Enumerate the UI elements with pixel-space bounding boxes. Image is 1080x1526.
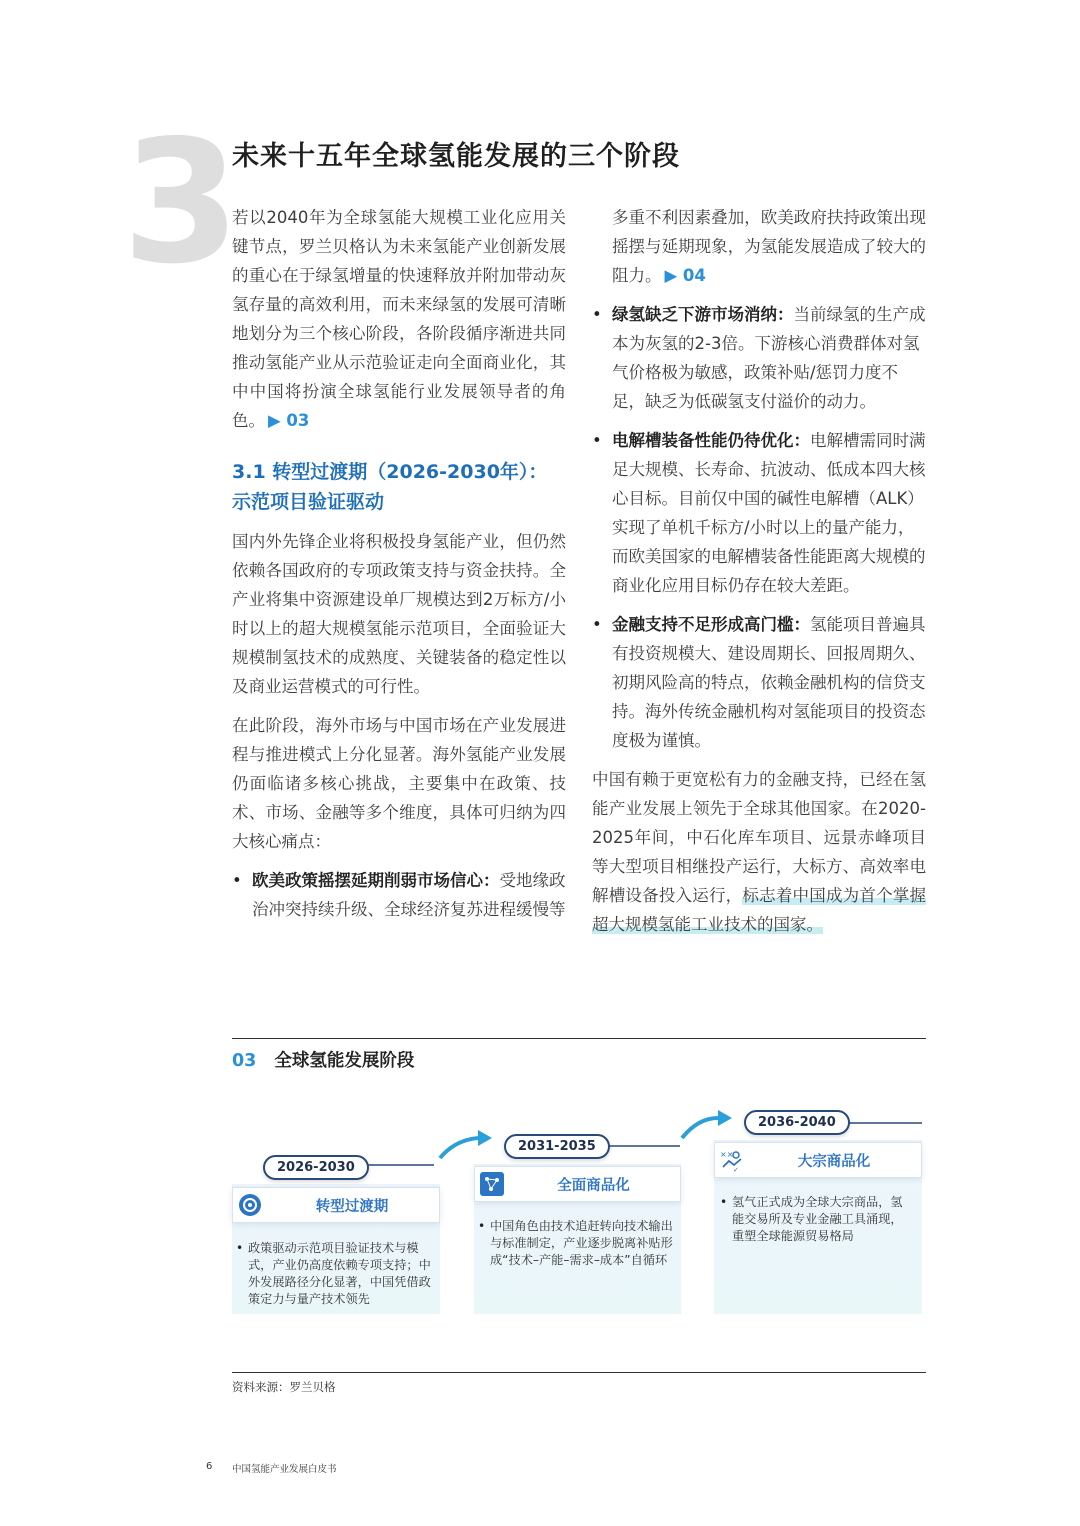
- closing-paragraph: 中国有赖于更宽松有力的金融支持，已经在氢能产业发展上领先于全球其他国家。在2020-2025年间，中石化库车项目、远景赤峰项目等大型项目相继投产运行，大标方、高效率电解槽设备投入运行，标志着中国成为首个掌握超大规模氢能工业技术的国家。: [592, 770, 927, 934]
- highlighted-text: 标志着中国成为首个掌握超大规模氢能工业技术的国家。: [592, 886, 927, 934]
- figure-source: 资料来源：罗兰贝格: [232, 1380, 336, 1394]
- figure-top-rule: [232, 1038, 926, 1039]
- svg-text:✓: ✓: [733, 1166, 739, 1173]
- target-icon: [235, 1190, 265, 1220]
- phase-years-2: 2031-2035: [504, 1134, 610, 1159]
- page-number: 6: [206, 1461, 213, 1472]
- phase-header-1: [232, 1187, 440, 1223]
- trade-icon: [717, 1145, 747, 1175]
- bullet-electrolyzer: • 电解槽装备性能仍待优化：电解槽需同时满足大规模、长寿命、抗波动、低成本四大核心目标。目前仅中国的碱性电解槽（ALK）实现了单机千标方/小时以上的量产能力，而欧美国家的电解槽装备性能距离大规模的商业化应用目标仍存在较大差距。: [592, 426, 926, 600]
- bullet-policy: • 欧美政策摇摆延期削弱市场信心：受地缘政治冲突持续升级、全球经济复苏进程缓慢等: [232, 866, 566, 924]
- bullet-green-hydrogen: • 绿氢缺乏下游市场消纳：当前绿氢的生产成本为灰氢的2-3倍。下游核心消费群体对氢气价格极为敏感，政策补贴/惩罚力度不足，缺乏为低碳氢支付溢价的动力。: [592, 300, 926, 416]
- phase-name-3: 大宗商品化: [797, 1153, 871, 1170]
- phase-desc-1: • 政策驱动示范项目验证技术与模式，产业仍高度依赖专项支持；中外发展路径分化显著，中国凭借政策定力与量产技术领先: [236, 1240, 436, 1308]
- bullet-finance: • 金融支持不足形成高门槛：氢能项目普遍具有投资规模大、建设周期长、回报周期久、初期风险高的特点，依赖金融机构的信贷支持。海外传统金融机构对氢能项目的投资态度极为谨慎。: [592, 610, 926, 755]
- figure-bottom-rule: [232, 1372, 926, 1373]
- svg-text:××: ××: [720, 1150, 734, 1159]
- right-column: [592, 203, 926, 949]
- phase-years-1: 2026-2030: [263, 1155, 369, 1180]
- intro-paragraph: 若以2040年为全球氢能大规模工业化应用关键节点，罗兰贝格认为未来氢能产业创新发展的重心在于绿氢增量的快速释放并附加带动灰氢存量的高效利用，而未来绿氢的发展可清晰地划分为三个核心阶段，各阶段循序渐进共同推动氢能产业从示范验证走向全面商业化，其中中国将扮演全球氢能行业发展领导者的角色。 ▶ 03: [232, 208, 566, 430]
- section-heading: 3.1 转型过渡期（2026-2030年）： 示范项目验证驱动: [232, 461, 548, 513]
- phase-desc-3: • 氢气正式成为全球大宗商品，氢能交易所及专业金融工具涌现，重塑全球能源贸易格局: [720, 1194, 912, 1245]
- phase-header-2: [474, 1166, 681, 1202]
- paragraph-2: 在此阶段，海外市场与中国市场在产业发展进程与推进模式上分化显著。海外氢能产业发展仍面临诸多核心挑战，主要集中在政策、技术、市场、金融等多个维度，具体可归纳为四大核心痛点：: [232, 716, 566, 851]
- document-title: 中国氢能产业发展白皮书: [232, 1464, 337, 1475]
- network-icon: [477, 1169, 507, 1199]
- figure-ref-03[interactable]: ▶ 03: [268, 411, 310, 430]
- phase-desc-2: • 中国角色由技术追赶转向技术输出与标准制定，产业逐步脱离补贴形成“技术–产能–需求–成本”自循环: [478, 1218, 673, 1269]
- paragraph-1: 国内外先锋企业将积极投身氢能产业，但仍然依赖各国政府的专项政策支持与资金扶持。全产业将集中资源建设单厂规模达到2万标方/小时以上的超大规模氢能示范项目，全面验证大规模制氢技术的成熟度、关键装备的稳定性以及商业运营模式的可行性。: [232, 532, 566, 696]
- page-title: 未来十五年全球氢能发展的三个阶段: [232, 141, 680, 172]
- phase-name-1: 转型过渡期: [315, 1198, 389, 1215]
- figure-title: 03 全球氢能发展阶段: [232, 1051, 415, 1071]
- left-column: [232, 203, 566, 934]
- phase-years-3: 2036-2040: [744, 1110, 850, 1135]
- continued-text: 多重不利因素叠加，欧美政府扶持政策出现摇摆与延期现象，为氢能发展造成了较大的阻力。 ▶ 04: [612, 208, 926, 285]
- phase-header-3: [714, 1142, 922, 1178]
- chapter-number: 3: [122, 104, 241, 302]
- phase-name-2: 全面商品化: [557, 1177, 630, 1194]
- figure-ref-04[interactable]: ▶ 04: [664, 266, 706, 285]
